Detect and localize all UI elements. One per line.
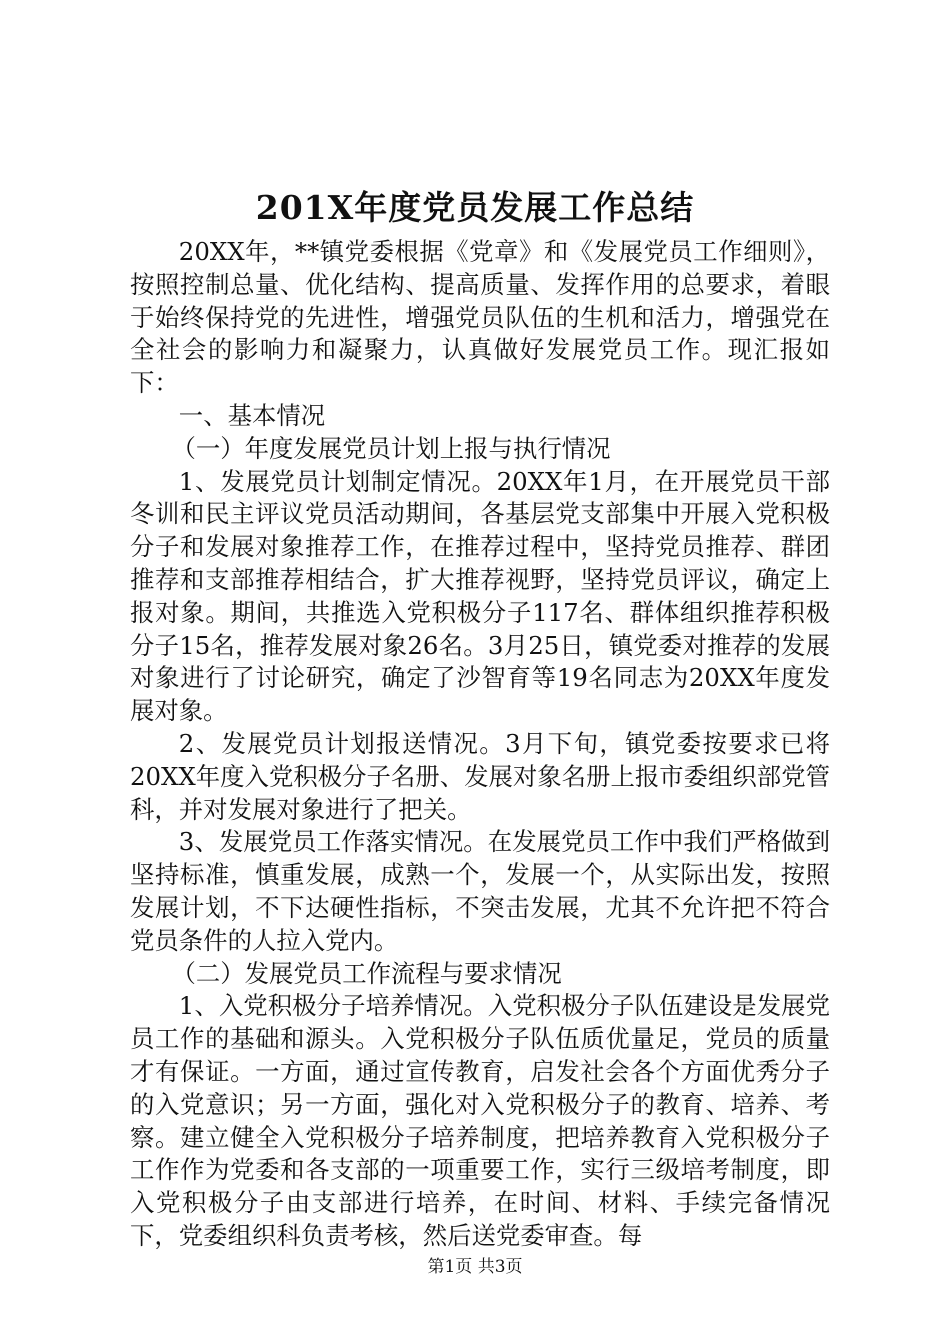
paragraph-plan-submission: 2、发展党员计划报送情况。3月下旬，镇党委按要求已将20XX年度入党积极分子名册、发展对象名册上报市委组织部党管科，并对发展对象进行了把关。 bbox=[130, 728, 830, 824]
document-title: 201X年度党员发展工作总结 bbox=[255, 188, 695, 227]
page-footer: 第1页 共3页 bbox=[427, 1257, 523, 1277]
section-heading-basic: 一、基本情况 bbox=[178, 400, 326, 430]
subsection-heading-process: （二）发展党员工作流程与要求情况 bbox=[171, 958, 562, 988]
paragraph-activist-training: 1、入党积极分子培养情况。入党积极分子队伍建设是发展党员工作的基础和源头。入党积极分子队伍质优量足，党员的质量才有保证。一方面，通过宣传教育，启发社会各个方面优秀分子的入党意识；另一方面，强化对入党积极分子的教育、培养、考察。建立健全入党积极分子培养制度，把培养教育入党积极分子工作作为党委和各支部的一项重要工作，实行三级培考制度，即入党积极分子由支部进行培养，在时间、材料、手续完备情况下，党委组织科负责考核，然后送党委审查。每 bbox=[130, 991, 830, 1250]
subsection-heading-plan: （一）年度发展党员计划上报与执行情况 bbox=[171, 433, 611, 463]
paragraph-plan-formulation: 1、发展党员计划制定情况。20XX年1月，在开展党员干部冬训和民主评议党员活动期间，各基层党支部集中开展入党积极分子和发展对象推荐工作，在推荐过程中，坚持党员推荐、群团推荐和支部推荐相结合，扩大推荐视野，坚持党员评议，确定上报对象。期间，共推选入党积极分子117名、群体组织推荐积极分子15名，推荐发展对象26名。3月25日，镇党委对推荐的发展对象进行了讨论研究，确定了沙智育等19名同志为20XX年度发展对象。 bbox=[130, 466, 830, 726]
paragraph-implementation: 3、发展党员工作落实情况。在发展党员工作中我们严格做到坚持标准，慎重发展，成熟一个，发展一个，从实际出发，按照发展计划，不下达硬性指标，不突击发展，尤其不允许把不符合党员条件的人拉入党内。 bbox=[130, 827, 830, 955]
paragraph-intro: 20XX年，**镇党委根据《党章》和《发展党员工作细则》，按照控制总量、优化结构、提高质量、发挥作用的总要求，着眼于始终保持党的先进性，增强党员队伍的生机和活力，增强党在全社会的影响力和凝聚力，认真做好发展党员工作。现汇报如下： bbox=[130, 237, 830, 398]
document-body bbox=[130, 236, 830, 1253]
